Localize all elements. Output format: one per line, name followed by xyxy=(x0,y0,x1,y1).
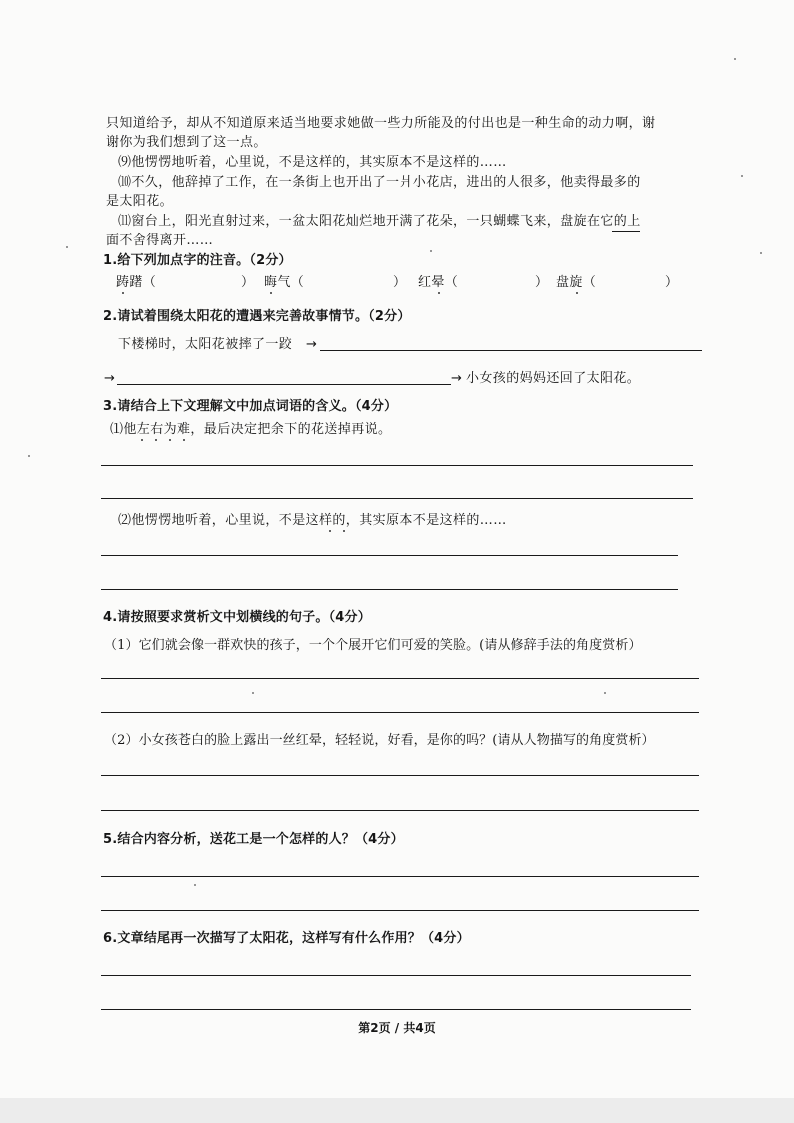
emphasis-dot xyxy=(576,292,578,294)
scan-speck xyxy=(604,692,606,694)
emphasis-dot xyxy=(169,439,171,441)
question-2-prompt: 2.请试着围绕太阳花的遭遇来完善故事情节。（2分） xyxy=(103,309,411,324)
answer-line[interactable] xyxy=(101,555,678,556)
scan-speck xyxy=(194,884,196,886)
scan-speck xyxy=(252,692,254,694)
plot-end: 小女孩的妈妈还回了太阳花。 xyxy=(466,371,641,386)
answer-line[interactable] xyxy=(320,350,702,351)
emphasis-dot xyxy=(329,530,331,532)
question-3-prompt: 3.请结合上下文理解文中加点词语的含义。（4分） xyxy=(103,399,398,414)
answer-line[interactable] xyxy=(101,810,699,811)
question-5-prompt: 5.结合内容分析，送花工是一个怎样的人？（4分） xyxy=(103,832,404,847)
emphasis-dot xyxy=(155,439,157,441)
question-4-sub-2: （2）小女孩苍白的脸上露出一丝红晕，轻轻说，好看，是你的吗？(请从人物描写的角度赏析） xyxy=(104,733,655,748)
question-1-prompt: 1.给下列加点字的注音。（2分） xyxy=(103,253,292,268)
emphasis-dot xyxy=(122,292,124,294)
emphasis-dot xyxy=(183,439,185,441)
paragraph-11: ⑾窗台上，阳光直射过来，一盆太阳花灿烂地开满了花朵，一只蝴蝶飞来，盘旋在它的上 xyxy=(118,214,641,229)
question-3-sub-1: ⑴他左右为难，最后决定把余下的花送掉再说。 xyxy=(110,422,392,437)
answer-line[interactable] xyxy=(101,678,699,679)
emphasis-dot xyxy=(343,530,345,532)
pinyin-close-1: ） xyxy=(241,275,255,290)
pinyin-item-1: 踌躇（ xyxy=(116,275,157,290)
passage-line: 谢你为我们想到了这一点。 xyxy=(106,135,267,150)
emphasis-dot xyxy=(438,292,440,294)
page-number: 第2页 / 共4页 xyxy=(358,1021,436,1035)
answer-line[interactable] xyxy=(101,876,699,877)
arrow-icon: → xyxy=(306,337,317,352)
arrow-icon: → xyxy=(451,371,462,386)
answer-line[interactable] xyxy=(101,1009,691,1010)
answer-line[interactable] xyxy=(101,465,693,466)
pinyin-close-4: ） xyxy=(665,275,679,290)
paragraph-10-cont: 是太阳花。 xyxy=(106,194,174,209)
answer-line[interactable] xyxy=(101,498,693,499)
question-6-prompt: 6.文章结尾再一次描写了太阳花，这样写有什么作用？（4分） xyxy=(103,931,470,946)
answer-line[interactable] xyxy=(117,384,451,385)
scan-speck xyxy=(760,252,762,254)
pinyin-close-3: ） xyxy=(535,275,549,290)
emphasis-dot xyxy=(270,292,272,294)
underline-mark xyxy=(612,231,640,232)
page-bottom-margin xyxy=(0,1098,794,1123)
pinyin-close-2: ） xyxy=(393,275,407,290)
scan-speck xyxy=(28,455,30,457)
question-3-sub-2: ⑵他愣愣地听着，心里说，不是这样的，其实原本不是这样的…… xyxy=(118,513,507,528)
answer-line[interactable] xyxy=(101,910,699,911)
passage-line: 只知道给予，却从不知道原来适当地要求她做一些力所能及的付出也是一种生命的动力啊，谢 xyxy=(106,116,656,131)
question-4-sub-1: （1）它们就会像一群欢快的孩子，一个个展开它们可爱的笑脸。(请从修辞手法的角度赏析） xyxy=(104,638,642,653)
answer-line[interactable] xyxy=(101,712,699,713)
plot-start: 下楼梯时，太阳花被摔了一跤 xyxy=(118,337,293,352)
scan-speck xyxy=(741,175,743,177)
answer-line[interactable] xyxy=(101,975,691,976)
answer-line[interactable] xyxy=(101,589,678,590)
pinyin-row xyxy=(0,274,794,294)
scan-speck xyxy=(66,246,68,248)
paragraph-9: ⑼他愣愣地听着，心里说，不是这样的，其实原本不是这样的…… xyxy=(118,155,507,170)
pinyin-item-2: 晦气（ xyxy=(264,275,305,290)
pinyin-item-3: 红晕（ xyxy=(418,275,459,290)
answer-line[interactable] xyxy=(101,775,699,776)
emphasis-dot xyxy=(141,439,143,441)
question-4-prompt: 4.请按照要求赏析文中划横线的句子。（4分） xyxy=(103,610,371,625)
scan-speck xyxy=(430,250,432,252)
paragraph-11-cont: 面不舍得离开…… xyxy=(106,233,214,248)
paragraph-10: ⑽不久，他辞掉了工作，在一条街上也开出了一爿小花店，进出的人很多，他卖得最多的 xyxy=(118,175,641,190)
arrow-icon: → xyxy=(104,371,115,386)
pinyin-item-4: 盘旋（ xyxy=(556,275,597,290)
scan-speck xyxy=(734,58,736,60)
